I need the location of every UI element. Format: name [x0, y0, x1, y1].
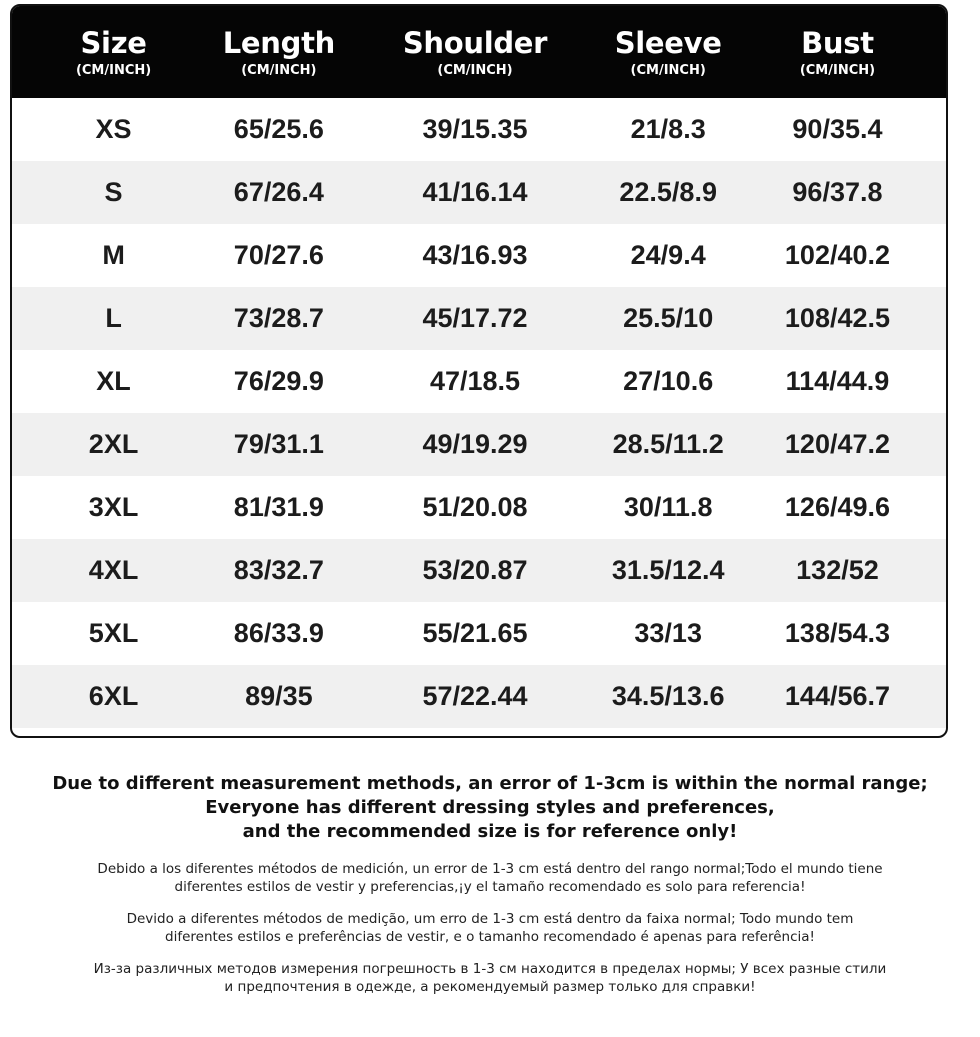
- header-shoulder-label: Shoulder: [402, 25, 548, 60]
- cell-length: 70/27.6: [233, 240, 324, 270]
- cell-sleeve: 27/10.6: [623, 366, 714, 396]
- header-bust: [729, 6, 946, 98]
- cell-size: 2XL: [88, 429, 139, 459]
- cell-length: 76/29.9: [233, 366, 324, 396]
- note-russian: [0, 960, 980, 996]
- cell-sleeve: 24/9.4: [630, 240, 706, 270]
- cell-bust: 114/44.9: [785, 366, 890, 396]
- cell-size: L: [105, 303, 122, 333]
- cell-bust: 90/35.4: [792, 114, 883, 144]
- header-size: [12, 6, 215, 98]
- table-row: [12, 665, 946, 728]
- table-row: [12, 224, 946, 287]
- header-length-label: Length: [222, 25, 335, 60]
- cell-size: S: [104, 177, 123, 207]
- table-row: [12, 161, 946, 224]
- cell-bust: 96/37.8: [792, 177, 883, 207]
- cell-shoulder: 45/17.72: [422, 303, 528, 333]
- cell-sleeve: 28.5/11.2: [612, 429, 724, 459]
- header-bust-label: Bust: [801, 25, 874, 60]
- header-size-label: Size: [80, 25, 147, 60]
- table-row: [12, 413, 946, 476]
- note-spanish: [0, 860, 980, 896]
- cell-shoulder: 47/18.5: [429, 366, 521, 396]
- cell-bust: 138/54.3: [784, 618, 891, 648]
- table-row: [12, 98, 946, 161]
- cell-length: 89/35: [245, 681, 313, 711]
- cell-size: 6XL: [88, 681, 139, 711]
- cell-shoulder: 55/21.65: [422, 618, 528, 648]
- cell-bust: 108/42.5: [784, 303, 891, 333]
- cell-length: 67/26.4: [233, 177, 324, 207]
- note-english: [0, 772, 980, 844]
- cell-sleeve: 30/11.8: [623, 492, 713, 522]
- cell-shoulder: 53/20.87: [422, 555, 528, 585]
- cell-sleeve: 34.5/13.6: [611, 681, 725, 711]
- note-english-line: Due to different measurement methods, an error of 1-3cm is within the normal range;: [52, 773, 928, 794]
- header-length: [215, 6, 342, 98]
- cell-size: 3XL: [88, 492, 139, 522]
- note-portuguese: [0, 910, 980, 946]
- cell-bust: 144/56.7: [784, 681, 891, 711]
- table-row: [12, 350, 946, 413]
- cell-bust: 102/40.2: [784, 240, 891, 270]
- header-sleeve-unit: (CM/INCH): [630, 62, 706, 78]
- cell-size: 5XL: [88, 618, 139, 648]
- cell-size: XS: [95, 114, 132, 144]
- header-size-unit: (CM/INCH): [75, 62, 152, 78]
- header-bust-unit: (CM/INCH): [799, 62, 876, 78]
- note-spanish-line: Debido a los diferentes métodos de medición, un error de 1-3 cm está dentro del rango normal;Todo el mundo tiene: [97, 861, 883, 877]
- cell-sleeve: 31.5/12.4: [611, 555, 725, 585]
- header-sleeve-label: Sleeve: [614, 25, 722, 60]
- cell-bust: 132/52: [796, 555, 879, 585]
- note-portuguese-line: diferentes estilos e preferências de vestir, e o tamanho recomendado é apenas para referência!: [165, 929, 815, 945]
- cell-shoulder: 39/15.35: [422, 114, 528, 144]
- cell-length: 65/25.6: [233, 114, 324, 144]
- cell-length: 79/31.1: [233, 429, 324, 459]
- cell-length: 86/33.9: [233, 618, 324, 648]
- table-row: [12, 476, 946, 539]
- cell-length: 81/31.9: [233, 492, 324, 522]
- cell-size: 4XL: [88, 555, 139, 585]
- header-shoulder-unit: (CM/INCH): [437, 62, 513, 78]
- cell-length: 73/28.7: [233, 303, 324, 333]
- header-shoulder: [343, 6, 608, 98]
- note-english-line: Everyone has different dressing styles and preferences,: [205, 797, 775, 818]
- cell-shoulder: 51/20.08: [422, 492, 528, 522]
- header-sleeve: [607, 6, 728, 98]
- size-chart-table: [10, 4, 948, 738]
- cell-sleeve: 25.5/10: [623, 303, 714, 333]
- note-russian-line: Из-за различных методов измерения погрешность в 1-3 см находится в пределах нормы; У всех разные стили: [93, 961, 887, 977]
- cell-shoulder: 49/19.29: [422, 429, 528, 459]
- cell-shoulder: 57/22.44: [422, 681, 528, 711]
- cell-sleeve: 22.5/8.9: [619, 177, 717, 207]
- cell-size: M: [102, 240, 125, 270]
- note-portuguese-line: Devido a diferentes métodos de medição, um erro de 1-3 cm está dentro da faixa normal; Todo mundo tem: [126, 911, 854, 927]
- cell-bust: 120/47.2: [784, 429, 891, 459]
- cell-sleeve: 21/8.3: [630, 114, 706, 144]
- cell-shoulder: 41/16.14: [422, 177, 528, 207]
- table-body: [12, 98, 946, 728]
- table-row: [12, 287, 946, 350]
- note-english-line: and the recommended size is for reference only!: [242, 821, 738, 842]
- cell-shoulder: 43/16.93: [422, 240, 528, 270]
- table-header: [12, 6, 946, 98]
- cell-length: 83/32.7: [233, 555, 324, 585]
- table-row: [12, 602, 946, 665]
- measurement-notes: [0, 772, 980, 996]
- note-spanish-line: diferentes estilos de vestir y preferencias,¡y el tamaño recomendado es solo para referencia!: [174, 879, 806, 895]
- note-russian-line: и предпочтения в одежде, а рекомендуемый размер только для справки!: [224, 979, 756, 995]
- cell-size: XL: [96, 366, 131, 396]
- table-row: [12, 539, 946, 602]
- header-length-unit: (CM/INCH): [241, 62, 317, 78]
- cell-bust: 126/49.6: [784, 492, 891, 522]
- cell-sleeve: 33/13: [634, 618, 702, 648]
